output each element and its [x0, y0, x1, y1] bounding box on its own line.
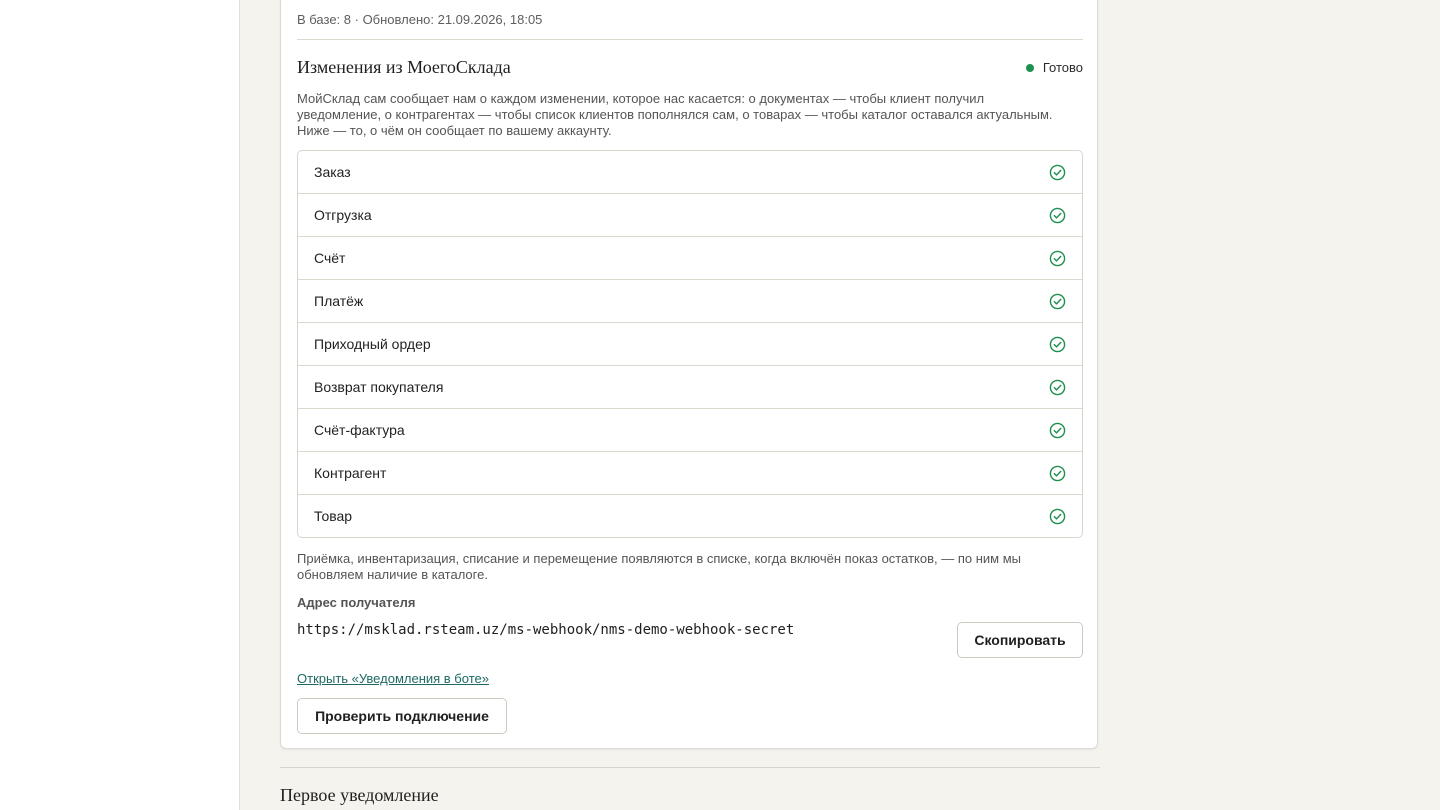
status-badge	[1026, 60, 1083, 75]
status-label: Готово	[1042, 60, 1083, 75]
event-label: Приходный ордер	[314, 336, 431, 352]
check-circle-icon	[1049, 164, 1066, 181]
section-title: Изменения из МоегоСклада	[297, 57, 511, 77]
copy-button[interactable]: Скопировать	[957, 622, 1083, 658]
webhook-url: https://msklad.rsteam.uz/ms-webhook/nms-demo-webhook-secret	[297, 622, 795, 638]
status-dot-icon	[1026, 64, 1034, 72]
check-circle-icon	[1049, 207, 1066, 224]
event-label: Товар	[314, 508, 353, 524]
base-summary: В базе: 8 · Обновлено: 21.09.2026, 18:05	[297, 12, 543, 27]
event-label: Отгрузка	[314, 207, 372, 223]
event-label: Контрагент	[314, 465, 387, 481]
open-bot-notifications-link[interactable]: Открыть «Уведомления в боте»	[297, 671, 489, 686]
events-list	[297, 150, 1083, 538]
check-circle-icon	[1049, 293, 1066, 310]
event-row	[298, 322, 1082, 365]
event-row	[298, 279, 1082, 322]
check-connection-button[interactable]: Проверить подключение	[297, 698, 507, 734]
event-label: Возврат покупателя	[314, 379, 444, 395]
event-row	[298, 236, 1082, 279]
event-row	[298, 193, 1082, 236]
event-row	[298, 494, 1082, 537]
event-label: Счёт-фактура	[314, 422, 405, 438]
check-circle-icon	[1049, 250, 1066, 267]
receiver-address-label: Адрес получателя	[297, 595, 416, 610]
check-circle-icon	[1049, 379, 1066, 396]
divider	[297, 39, 1083, 40]
event-label: Счёт	[314, 250, 346, 266]
event-row	[298, 151, 1082, 193]
section-description: МойСклад сам сообщает нам о каждом изменении, которое нас касается: о документах — чтобы клиент получил уведомление, о контрагентах — чтобы список клиентов пополнялся сам, о товарах — чтобы каталог оставался актуальным. Ниже — то, о чём он сообщает по вашему аккаунту.	[297, 91, 1053, 138]
event-row	[298, 408, 1082, 451]
event-row	[298, 451, 1082, 494]
next-section-title: Первое уведомление	[280, 785, 439, 805]
check-circle-icon	[1049, 422, 1066, 439]
event-row	[298, 365, 1082, 408]
check-circle-icon	[1049, 508, 1066, 525]
check-circle-icon	[1049, 465, 1066, 482]
stock-footnote: Приёмка, инвентаризация, списание и перемещение появляются в списке, когда включён показ остатков, — по ним мы обновляем наличие в каталоге.	[297, 551, 1021, 582]
event-label: Заказ	[314, 164, 351, 180]
check-circle-icon	[1049, 336, 1066, 353]
section-divider	[280, 767, 1100, 768]
event-label: Платёж	[314, 293, 364, 309]
